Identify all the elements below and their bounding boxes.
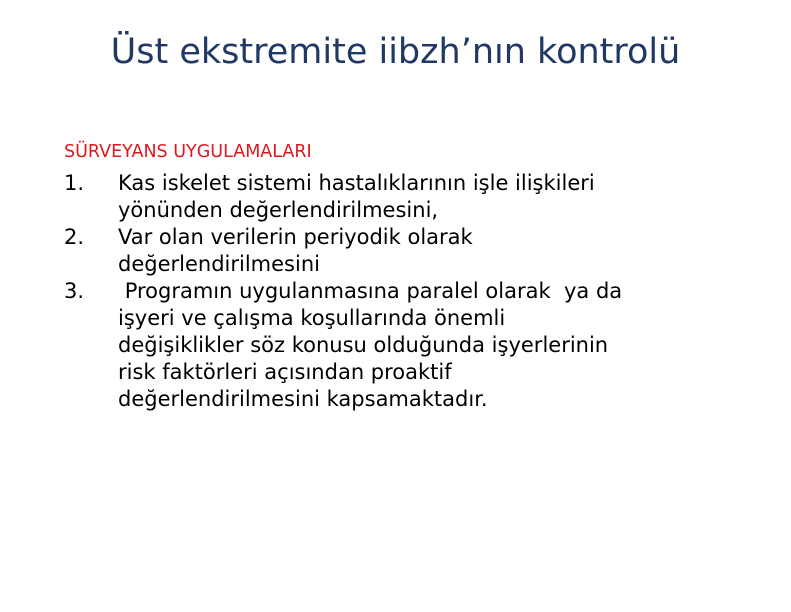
list-item xyxy=(64,224,764,278)
section-heading: SÜRVEYANS UYGULAMALARI xyxy=(64,142,312,162)
surveillance-list xyxy=(64,170,764,413)
list-item-number: 3. xyxy=(64,279,85,303)
list-item xyxy=(64,170,764,224)
list-item-text: Programın uygulanmasına paralel olarak ya da işyeri ve çalışma koşullarında önemli değişiklikler söz konusu olduğunda işyerlerinin risk faktörleri açısından proaktif değerlendirilmesini kapsamaktadır. xyxy=(118,279,623,411)
slide-title: Üst ekstremite iibzh’nın kontrolü xyxy=(110,32,681,72)
list-item xyxy=(64,278,764,413)
list-item-text: Var olan verilerin periyodik olarak değerlendirilmesini xyxy=(118,225,473,276)
list-item-number: 1. xyxy=(64,171,85,195)
list-item-number: 2. xyxy=(64,225,85,249)
list-item-text: Kas iskelet sistemi hastalıklarının işle ilişkileri yönünden değerlendirilmesini, xyxy=(118,171,595,222)
